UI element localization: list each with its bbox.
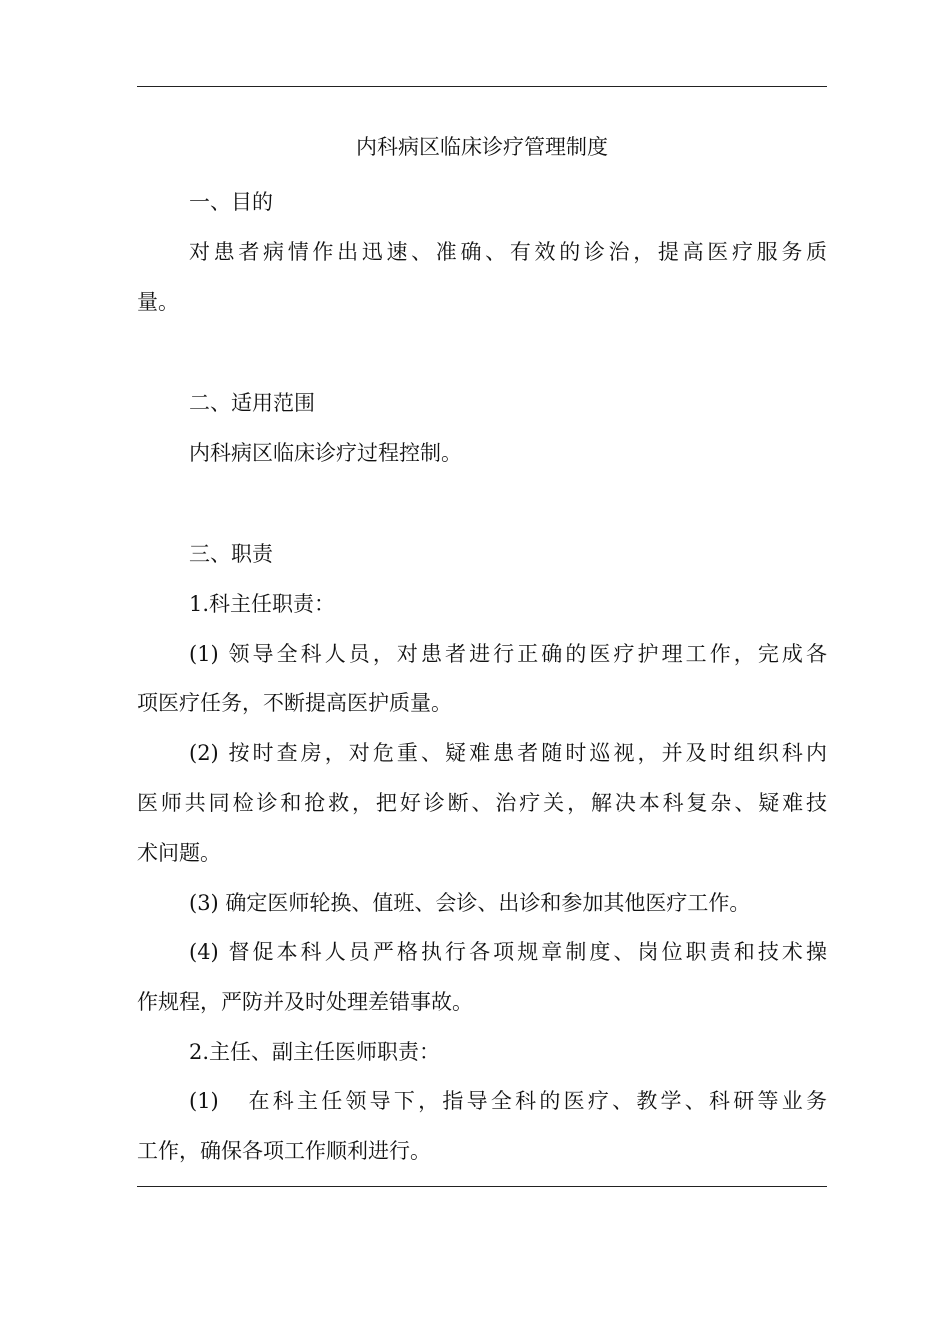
duty-item-line: (4) 督促本科人员严格执行各项规章制度、岗位职责和技术操 xyxy=(189,940,827,964)
duty-item-line: (1) 在科主任领导下，指导全科的医疗、教学、科研等业务 xyxy=(189,1089,827,1113)
duty-item-line: 工作，确保各项工作顺利进行。 xyxy=(137,1139,431,1163)
section-heading-duties: 三、职责 xyxy=(189,542,273,566)
subsection-heading-director: 1.科主任职责： xyxy=(189,592,336,616)
footer-rule xyxy=(137,1186,827,1187)
duty-item-line: 作规程，严防并及时处理差错事故。 xyxy=(137,990,473,1014)
document-title: 内科病区临床诊疗管理制度 xyxy=(356,135,608,159)
section-heading-scope: 二、适用范围 xyxy=(189,391,315,415)
duty-item-line: 术问题。 xyxy=(137,841,221,865)
subsection-heading-chief-physician: 2.主任、副主任医师职责： xyxy=(189,1040,441,1064)
duty-item-line: (2) 按时查房，对危重、疑难患者随时巡视，并及时组织科内 xyxy=(189,741,827,765)
paragraph-line: 对患者病情作出迅速、准确、有效的诊治，提高医疗服务质 xyxy=(189,240,827,264)
duty-item-line: (3) 确定医师轮换、值班、会诊、出诊和参加其他医疗工作。 xyxy=(189,891,751,915)
duty-item-line: (1) 领导全科人员，对患者进行正确的医疗护理工作，完成各 xyxy=(189,642,827,666)
duty-item-line: 医师共同检诊和抢救，把好诊断、治疗关，解决本科复杂、疑难技 xyxy=(137,791,827,815)
paragraph-line: 内科病区临床诊疗过程控制。 xyxy=(189,441,462,465)
section-heading-purpose: 一、目的 xyxy=(189,190,273,214)
paragraph-line: 量。 xyxy=(137,290,179,314)
header-rule xyxy=(137,86,827,87)
duty-item-line: 项医疗任务，不断提高医护质量。 xyxy=(137,691,452,715)
